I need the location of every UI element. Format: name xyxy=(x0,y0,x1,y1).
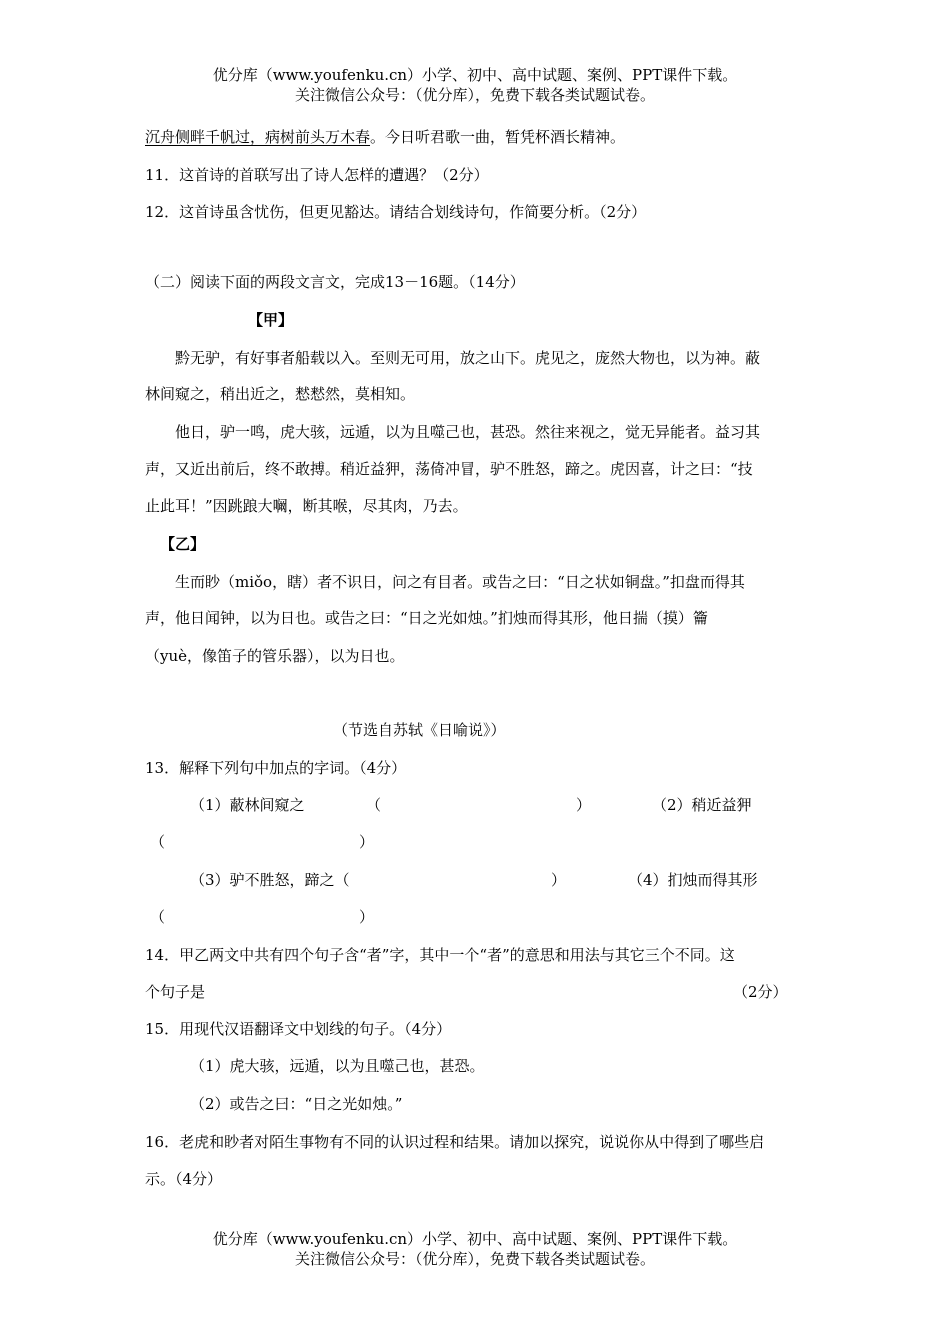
q13-item-3-close: ） xyxy=(551,871,567,889)
q13-item-2: （2）稍近益狎 xyxy=(652,796,752,814)
question-16-line-1: 16．老虎和眇者对陌生事物有不同的认识过程和结果。请加以探究，说说你从中得到了哪些启 xyxy=(145,1133,765,1151)
yi-line-1: 生而眇（miǒo，瞎）者不识日，问之有目者。或告之曰：“日之状如铜盘。”扣盘而得其 xyxy=(175,573,745,591)
header-line-1: 优分库（www.youfenku.cn）小学、初中、高中试题、案例、PPT课件下载。 xyxy=(212,66,738,84)
question-14-line-1: 14．甲乙两文中共有四个句子含“者”字，其中一个“者”的意思和用法与其它三个不同。这 xyxy=(145,946,735,964)
section-2-intro: （二）阅读下面的两段文言文，完成13－16题。（14分） xyxy=(145,273,525,291)
question-11: 11．这首诗的首联写出了诗人怎样的遭遇？（2分） xyxy=(145,166,489,184)
poem-underlined: 沉舟侧畔千帆过，病树前头万木春 xyxy=(145,128,371,146)
passage-source: （节选自苏轼《日喻说》） xyxy=(333,721,506,739)
q13-item-1-open: （ xyxy=(366,796,382,814)
jia-p2-line-2: 声，又近出前后，终不敢搏。稍近益狎，荡倚冲冒，驴不胜怒，蹄之。虎因喜，计之曰：“技 xyxy=(145,460,753,478)
poem-rest: 。今日听君歌一曲，暂凭杯酒长精神。 xyxy=(370,128,626,146)
passage-jia-label: 【甲】 xyxy=(248,311,294,329)
question-13: 13．解释下列句中加点的字词。（4分） xyxy=(145,759,407,777)
q13-item-4-close: ） xyxy=(359,908,375,926)
q13-item-2-open: （ xyxy=(150,833,166,851)
yi-line-3: （yuè，像笛子的管乐器），以为日也。 xyxy=(145,647,405,665)
q15-item-1: （1）虎大骇，远遁，以为且噬己也，甚恐。 xyxy=(190,1057,485,1075)
question-14-line-2: 个句子是 xyxy=(145,983,206,1001)
header-line-2: 关注微信公众号：（优分库），免费下载各类试题试卷。 xyxy=(294,86,655,104)
jia-p1-line-1: 黔无驴，有好事者船载以入。至则无可用，放之山下。虎见之，庞然大物也，以为神。蔽 xyxy=(175,349,761,367)
q13-item-2-close: ） xyxy=(359,833,375,851)
question-14-score: （2分） xyxy=(733,983,788,1001)
q13-item-1: （1）蔽林间窥之 xyxy=(190,796,305,814)
jia-p1-line-2: 林间窥之，稍出近之，慭慭然，莫相知。 xyxy=(145,385,416,403)
question-16-line-2: 示。（4分） xyxy=(145,1170,223,1188)
question-12: 12．这首诗虽含忧伤，但更见豁达。请结合划线诗句，作简要分析。（2分） xyxy=(145,203,647,221)
q15-item-2: （2）或告之曰：“日之光如烛。” xyxy=(190,1095,403,1113)
jia-p2-line-3: 止此耳！”因跳踉大㘎，断其喉，尽其肉，乃去。 xyxy=(145,497,468,515)
jia-p2-line-1: 他日，驴一鸣，虎大骇，远遁，以为且噬己也，甚恐。然往来视之，觉无异能者。益习其 xyxy=(175,423,761,441)
footer-line-1: 优分库（www.youfenku.cn）小学、初中、高中试题、案例、PPT课件下载。 xyxy=(212,1230,738,1248)
poem-line xyxy=(145,127,625,147)
question-15: 15．用现代汉语翻译文中划线的句子。（4分） xyxy=(145,1020,452,1038)
yi-line-2: 声，他日闻钟，以为日也。或告之曰：“日之光如烛。”扪烛而得其形，他日揣（摸）籥 xyxy=(145,609,708,627)
q13-item-3: （3）驴不胜怒，蹄之（ xyxy=(190,871,350,889)
q13-item-4-open: （ xyxy=(150,908,166,926)
footer-line-2: 关注微信公众号：（优分库），免费下载各类试题试卷。 xyxy=(294,1250,655,1268)
q13-item-4: （4）扪烛而得其形 xyxy=(628,871,758,889)
q13-item-1-close: ） xyxy=(576,796,592,814)
passage-yi-label: 【乙】 xyxy=(160,535,206,553)
